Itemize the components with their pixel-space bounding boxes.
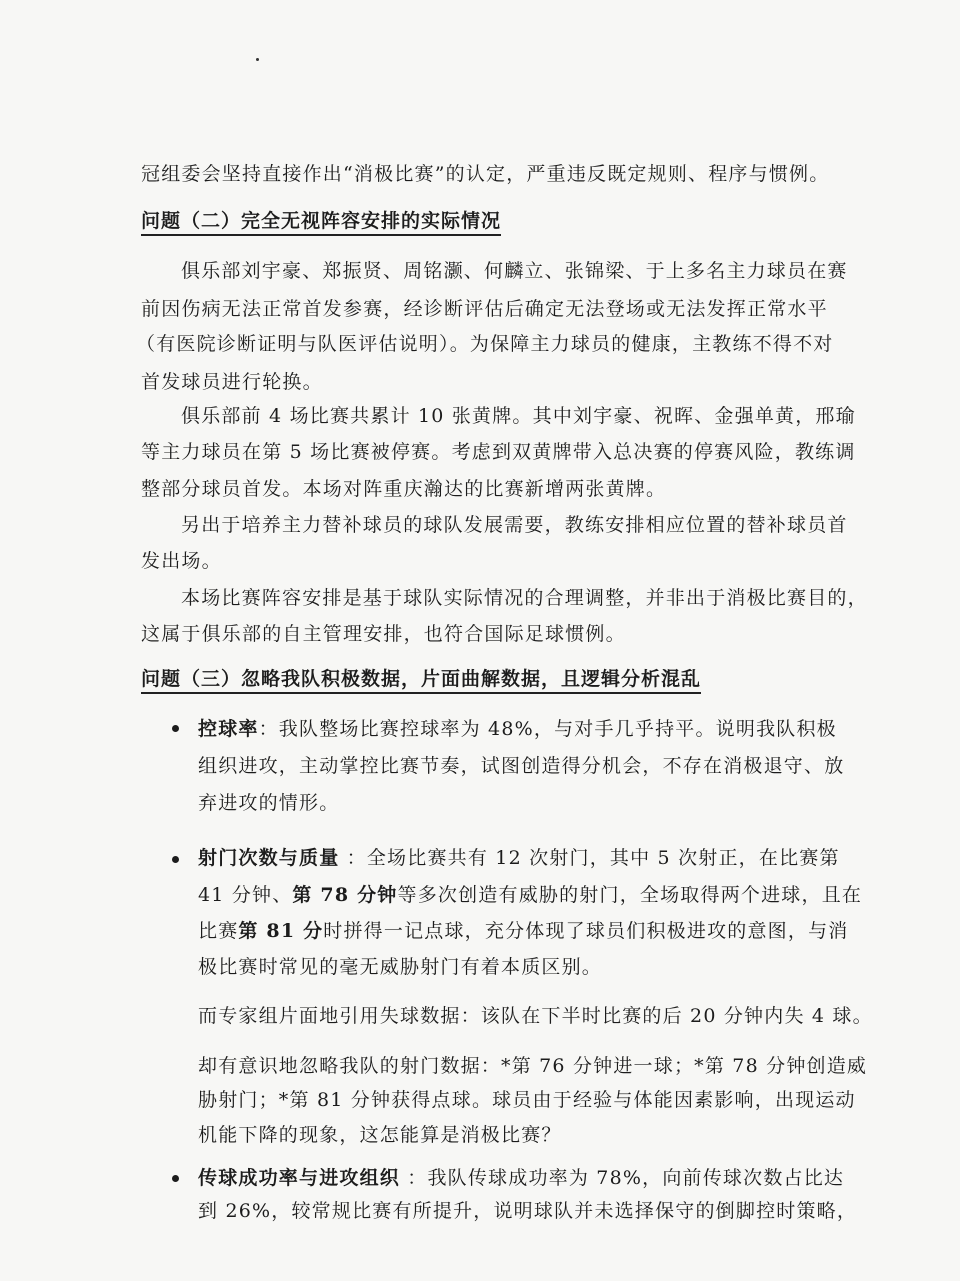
text-line: 却有意识地忽略我队的射门数据：*第 76 分钟进一球；*第 78 分钟创造威: [198, 1055, 868, 1077]
text-line: 整部分球员首发。本场对阵重庆瀚达的比赛新增两张黄牌。: [141, 478, 667, 500]
bullet-text: ：我队整场比赛控球率为 48%，与对手几乎持平。说明我队积极: [258, 718, 837, 740]
text-line: 发出场。: [141, 550, 222, 572]
section-heading-2: 问题（二）完全无视阵容安排的实际情况: [141, 209, 501, 236]
text-line: 首发球员进行轮换。: [141, 371, 323, 393]
bullet-label: 传球成功率与进攻组织: [198, 1167, 401, 1189]
text-line: 另出于培养主力替补球员的球队发展需要，教练安排相应位置的替补球员首: [181, 514, 848, 536]
bullet-text: ：我队传球成功率为 78%，向前传球次数占比达: [400, 1167, 845, 1189]
text-line: 冠组委会坚持直接作出“消极比赛”的认定，严重违反既定规则、程序与惯例。: [141, 163, 830, 185]
text-line: 俱乐部刘宇豪、郑振贤、周铭灏、何麟立、张锦梁、于上多名主力球员在赛: [181, 260, 848, 282]
text-span: 时拼得一记点球，充分体现了球员们积极进攻的意图，与消: [323, 920, 849, 942]
text-span: 41 分钟、: [198, 884, 293, 906]
text-line: 组织进攻，主动掌控比赛节奏，试图创造得分机会，不存在消极退守、放: [198, 755, 845, 777]
text-line: 极比赛时常见的毫无威胁射门有着本质区别。: [198, 956, 603, 978]
bold-span: 第 78 分钟: [292, 884, 398, 906]
text-line: [198, 919, 848, 943]
text-line: 等主力球员在第 5 场比赛被停赛。考虑到双黄牌带入总决赛的停赛风险，教练调: [141, 441, 856, 463]
bullet-line: [198, 846, 840, 870]
text-line: 俱乐部前 4 场比赛共累计 10 张黄牌。其中刘宇豪、祝晖、金强单黄，邢瑜: [181, 405, 856, 427]
text-line: 而专家组片面地引用失球数据：该队在下半时比赛的后 20 分钟内失 4 球。: [198, 1005, 873, 1027]
text-span: 等多次创造有威胁的射门，全场取得两个进球，且在: [397, 884, 863, 906]
text-line: 本场比赛阵容安排是基于球队实际情况的合理调整，并非出于消极比赛目的，: [181, 587, 868, 609]
section-heading-3: 问题（三）忽略我队积极数据，片面曲解数据，且逻辑分析混乱: [141, 667, 701, 694]
bullet-icon: [172, 1175, 179, 1182]
text-span: 比赛: [198, 920, 239, 942]
bullet-label: 控球率: [198, 718, 259, 740]
text-line: 这属于俱乐部的自主管理安排，也符合国际足球惯例。: [141, 623, 626, 645]
text-line: 胁射门；*第 81 分钟获得点球。球员由于经验与体能因素影响，出现运动: [198, 1089, 856, 1111]
text-line: 到 26%，较常规比赛有所提升，说明球队并未选择保守的倒脚控时策略，: [198, 1200, 858, 1222]
text-line: 前因伤病无法正常首发参赛，经诊断评估后确定无法登场或无法发挥正常水平: [141, 298, 828, 320]
scan-speck: [256, 58, 259, 61]
bold-span: 第 81 分: [238, 920, 324, 942]
bullet-line: [198, 717, 837, 741]
text-line: （有医院诊断证明与队医评估说明）。为保障主力球员的健康，主教练不得不对: [136, 333, 834, 355]
bullet-text: ：全场比赛共有 12 次射门，其中 5 次射正，在比赛第: [339, 847, 840, 869]
text-line: 机能下降的现象，这怎能算是消极比赛？: [198, 1124, 562, 1146]
bullet-line: [198, 1166, 844, 1190]
bullet-icon: [172, 856, 179, 863]
bullet-label: 射门次数与质量: [198, 847, 340, 869]
bullet-icon: [172, 725, 179, 732]
text-line: 弃进攻的情形。: [198, 792, 340, 814]
text-line: [198, 883, 862, 907]
